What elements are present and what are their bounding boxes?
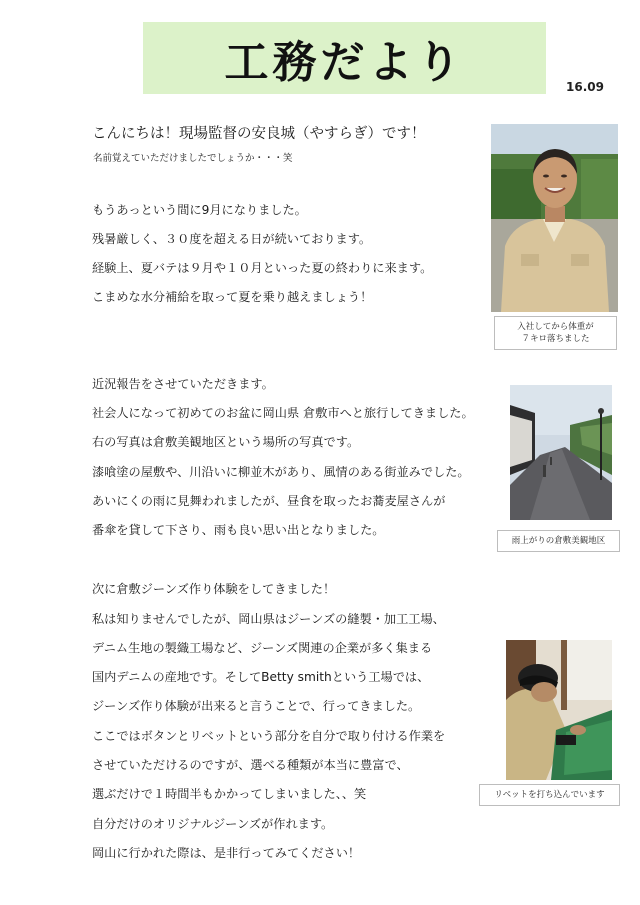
paragraph-line: 国内デニムの産地です。そしてBetty smithという工場では、 [92, 670, 430, 684]
paragraph-line: させていただけるのですが、選べる種類が本当に豊富で、 [92, 758, 409, 772]
caption-line: 入社してから体重が [517, 322, 594, 332]
paragraph-line: デニム生地の製織工場など、ジーンズ関連の企業が多く集まる [92, 641, 433, 655]
paragraph-line: 右の写真は倉敷美観地区という場所の写真です。 [92, 435, 360, 449]
paragraph-line: 社会人になって初めてのお盆に岡山県 倉敷市へと旅行してきました。 [92, 406, 474, 420]
staff-portrait-photo [491, 124, 618, 312]
issue-number: 16.09 [566, 80, 604, 94]
paragraph-line: ジーンズ作り体験が出来ると言うことで、行ってきました。 [92, 699, 421, 713]
paragraph-line: こまめな水分補給を取って夏を乗り越えましょう！ [92, 290, 373, 304]
paragraph-line: 番傘を貸して下さり、雨も良い思い出となりました。 [92, 523, 385, 537]
paragraph-line: 近況報告をさせていただきます。 [92, 377, 274, 391]
paragraph-line: 私は知りませんでしたが、岡山県はジーンズの縫製・加工工場、 [92, 612, 445, 626]
newsletter-title-banner [143, 22, 546, 94]
paragraph-line: 経験上、夏バテは９月や１０月といった夏の終わりに来ます。 [92, 261, 433, 275]
paragraph-line: 自分だけのオリジナルジーンズが作れます。 [92, 817, 334, 831]
portrait-caption [494, 316, 617, 350]
kurashiki-street-photo [510, 385, 612, 520]
newsletter-title: 工務だより [224, 37, 465, 88]
paragraph-line: 選ぶだけで１時間半もかかってしまいました、、笑 [92, 787, 367, 801]
paragraph-line: ここではボタンとリベットという部分を自分で取り付ける作業を [92, 729, 446, 743]
greeting-subtext: 名前覚えていただけましたでしょうか・・・笑 [93, 153, 293, 164]
paragraph-line: もうあっという間に9月になりました。 [92, 203, 307, 217]
paragraph-line: 漆喰塗の屋敷や、川沿いに柳並木があり、風情のある街並みでした。 [92, 465, 470, 479]
paragraph-line: 残暑厳しく、３０度を超える日が続いております。 [92, 232, 372, 246]
jeans-workshop-photo [506, 640, 612, 780]
paragraph-line: 次に倉敷ジーンズ作り体験をしてきました！ [92, 582, 336, 596]
caption-line: リベットを打ち込んでいます [494, 790, 605, 800]
paragraph-line: あいにくの雨に見舞われましたが、昼食を取ったお蕎麦屋さんが [92, 494, 446, 508]
caption-line: ７キロ落ちました [521, 334, 590, 344]
street-photo-caption [497, 530, 620, 552]
caption-line: 雨上がりの倉敷美観地区 [511, 536, 606, 546]
greeting-heading: こんにちは！現場監督の安良城（やすらぎ）です！ [92, 126, 426, 142]
workshop-photo-caption [479, 784, 620, 806]
paragraph-line: 岡山に行かれた際は、是非行ってみてください！ [92, 846, 361, 860]
